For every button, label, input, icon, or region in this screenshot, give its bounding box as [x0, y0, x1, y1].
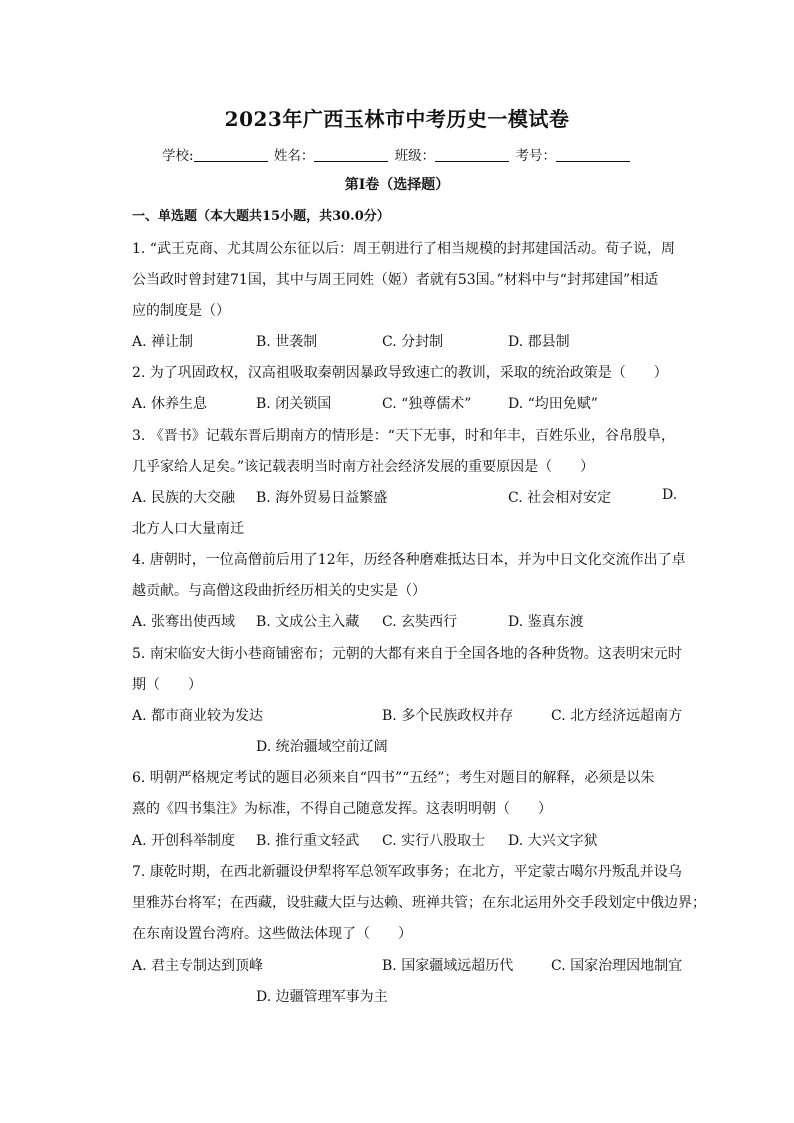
question-5-line-1: 5. 南宋临安大街小巷商铺密布；元朝的大都有来自于全国各地的各种货物。这表明宋元时 [132, 646, 682, 662]
question-3-option-d: D. [662, 487, 678, 503]
question-4-option-d: D. 鉴真东渡 [508, 614, 584, 630]
volume-title: 第I卷（选择题） [344, 177, 450, 193]
question-6-option-d: D. 大兴文字狱 [508, 833, 598, 849]
question-3-line-1: 3. 《晋书》记载东晋后期南方的情形是：“天下无事，时和年丰，百姓乐业，谷帛殷阜， [132, 428, 675, 444]
question-7-option-d: D. 边疆管理军事为主 [256, 989, 388, 1005]
question-2-option-c: C. “独尊儒术” [382, 396, 472, 412]
question-6-option-b: B. 推行重文轻武 [256, 833, 360, 849]
question-1-option-b: B. 世袭制 [256, 334, 318, 350]
question-6-line-2: 熹的《四书集注》为标准，不得自己随意发挥。这表明明朝（ ） [132, 801, 552, 817]
question-1-line-3: 应的制度是（） [132, 303, 230, 319]
question-3-option-c: C. 社会相对安定 [508, 490, 612, 506]
page-title: 2023年广西玉林市中考历史一模试卷 [224, 107, 570, 131]
question-5-option-a: A. 都市商业较为发达 [132, 708, 264, 724]
question-4-line-1: 4. 唐朝时，一位高僧前后用了12年，历经各种磨难抵达日本，并为中日文化交流作出了卓 [132, 552, 686, 568]
question-3-option-a: A. 民族的大交融 [132, 490, 236, 506]
name-label: 姓名： [273, 148, 315, 164]
question-1-line-2: 公当政时曾封建71国，其中与周王同姓（姬）者就有53国。”材料中与“封邦建国”相适 [132, 272, 659, 288]
question-3-option-d-text: 北方人口大量南迁 [132, 521, 244, 537]
question-4-option-a: A. 张骞出使西域 [132, 614, 236, 630]
section-title: 一、单选题（本大题共15小题，共30.0分） [132, 209, 390, 224]
question-5-line-2: 期（ ） [132, 677, 202, 693]
question-3-line-2: 几乎家给人足矣。”该记载表明当时南方社会经济发展的重要原因是（ ） [132, 459, 595, 475]
question-5-option-c: C. 北方经济远超南方 [551, 708, 683, 724]
question-1-line-1: 1. “武王克商、尤其周公东征以后：周王朝进行了相当规模的封邦建国活动。荀子说，周 [132, 241, 675, 257]
question-1-option-c: C. 分封制 [382, 334, 444, 350]
question-7-line-2: 里雅苏台将军；在西藏，设驻藏大臣与达赖、班禅共管；在东北运用外交手段划定中俄边界； [132, 895, 706, 911]
school-blank [194, 147, 268, 162]
question-7-line-3: 在东南设置台湾府。这些做法体现了（ ） [132, 926, 412, 942]
question-1-option-a: A. 禅让制 [132, 334, 194, 350]
class-label: 班级： [394, 148, 436, 164]
question-2-option-d: D. “均田免赋” [508, 396, 598, 412]
question-4-option-c: C. 玄奘西行 [382, 614, 458, 630]
name-blank [314, 147, 388, 162]
question-6-option-c: C. 实行八股取士 [382, 833, 486, 849]
question-6-option-a: A. 开创科举制度 [132, 833, 236, 849]
question-2-line-1: 2. 为了巩固政权，汉高祖吸取秦朝因暴政导致速亡的教训，采取的统治政策是（ ） [132, 365, 668, 381]
question-7-line-1: 7. 康乾时期，在西北新疆设伊犁将军总领军政事务；在北方，平定蒙古噶尔丹叛乱并设乌 [132, 864, 682, 880]
question-7-option-c: C. 国家治理因地制宜 [551, 958, 683, 974]
school-label: 学校: [162, 148, 194, 164]
question-2-option-b: B. 闭关锁国 [256, 396, 332, 412]
question-5-option-b: B. 多个民族政权并存 [382, 708, 514, 724]
question-2-option-a: A. 休养生息 [132, 396, 208, 412]
question-5-option-d: D. 统治疆域空前辽阔 [256, 739, 388, 755]
question-3-option-b: B. 海外贸易日益繁盛 [256, 490, 388, 506]
question-7-option-a: A. 君主专制达到顶峰 [132, 958, 264, 974]
exam-number-label: 考号： [515, 148, 556, 164]
question-1-option-d: D. 郡县制 [508, 334, 570, 350]
question-4-option-b: B. 文成公主入藏 [256, 614, 360, 630]
question-7-option-b: B. 国家疆域远超历代 [382, 958, 514, 974]
student-info-line [0, 144, 794, 164]
exam-number-blank [556, 147, 630, 162]
question-6-line-1: 6. 明朝严格规定考试的题目必须来自“四书”“五经”；考生对题目的解释，必须是以朱 [132, 770, 655, 786]
question-4-line-2: 越贡献。与高僧这段曲折经历相关的史实是（） [132, 583, 426, 599]
class-blank [435, 147, 509, 162]
